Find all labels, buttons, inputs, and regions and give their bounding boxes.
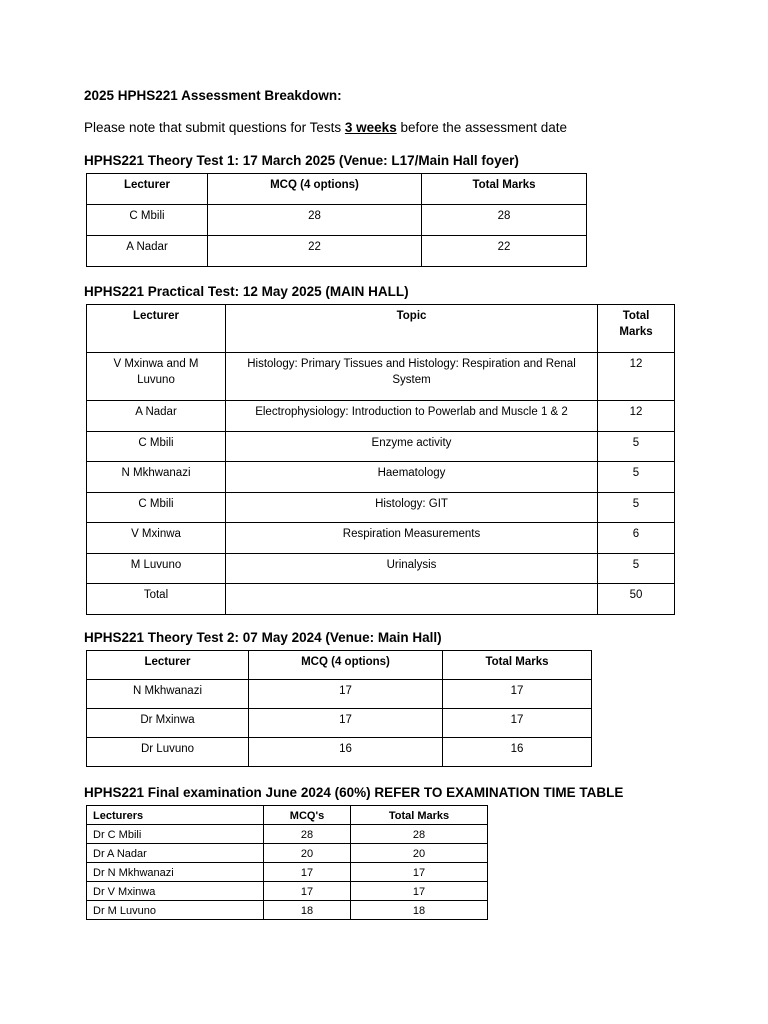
table-cell: 17 bbox=[264, 882, 351, 901]
table-cell: C Mbili bbox=[87, 493, 226, 523]
table-cell: 17 bbox=[351, 882, 488, 901]
table-row bbox=[87, 738, 592, 767]
column-header: Lecturer bbox=[87, 305, 226, 353]
table-cell: 28 bbox=[208, 205, 422, 236]
table-row bbox=[87, 882, 488, 901]
table-row bbox=[87, 844, 488, 863]
column-header: Lecturer bbox=[87, 174, 208, 205]
table-cell: Histology: Primary Tissues and Histology: Respiration and Renal System bbox=[226, 353, 598, 401]
table-cell: Respiration Measurements bbox=[226, 523, 598, 554]
table-cell: Haematology bbox=[226, 462, 598, 493]
table-cell: Dr C Mbili bbox=[87, 825, 264, 844]
table-cell bbox=[226, 584, 598, 615]
column-header: MCQ's bbox=[264, 806, 351, 825]
table-cell: N Mkhwanazi bbox=[87, 462, 226, 493]
table-cell: M Luvuno bbox=[87, 554, 226, 584]
table-cell: 6 bbox=[598, 523, 675, 554]
table-row bbox=[87, 236, 587, 267]
table-header-row bbox=[87, 174, 587, 205]
table-cell: A Nadar bbox=[87, 236, 208, 267]
table-row bbox=[87, 863, 488, 882]
table-cell: Total bbox=[87, 584, 226, 615]
table-cell: 12 bbox=[598, 353, 675, 401]
practical-heading: HPHS221 Practical Test: 12 May 2025 (MAIN HALL) bbox=[84, 284, 409, 299]
table-row bbox=[87, 523, 675, 554]
table-cell: 17 bbox=[249, 680, 443, 709]
column-header: Lecturer bbox=[87, 651, 249, 680]
table-header-row bbox=[87, 806, 488, 825]
table-cell: 17 bbox=[351, 863, 488, 882]
table-cell: Urinalysis bbox=[226, 554, 598, 584]
document-title: 2025 HPHS221 Assessment Breakdown: bbox=[84, 88, 342, 103]
table-cell: Histology: GIT bbox=[226, 493, 598, 523]
test2-table bbox=[86, 650, 592, 767]
table-cell: 28 bbox=[264, 825, 351, 844]
table-row bbox=[87, 205, 587, 236]
table-cell: 5 bbox=[598, 462, 675, 493]
column-header: Total Marks bbox=[422, 174, 587, 205]
table-header-row bbox=[87, 305, 675, 353]
table-cell: 28 bbox=[351, 825, 488, 844]
table-cell: Dr V Mxinwa bbox=[87, 882, 264, 901]
column-header: Total Marks bbox=[443, 651, 592, 680]
table-row bbox=[87, 353, 675, 401]
table-cell: 20 bbox=[351, 844, 488, 863]
test1-heading: HPHS221 Theory Test 1: 17 March 2025 (Venue: L17/Main Hall foyer) bbox=[84, 153, 519, 168]
table-cell: 20 bbox=[264, 844, 351, 863]
note-text-start: Please note that submit questions for Tests bbox=[84, 120, 345, 135]
table-cell: A Nadar bbox=[87, 401, 226, 432]
table-cell: 28 bbox=[422, 205, 587, 236]
table-cell: V Mxinwa bbox=[87, 523, 226, 554]
table-row bbox=[87, 554, 675, 584]
table-cell: Enzyme activity bbox=[226, 432, 598, 462]
table-total-row bbox=[87, 584, 675, 615]
practical-table bbox=[86, 304, 675, 615]
table-cell: Dr M Luvuno bbox=[87, 901, 264, 920]
table-cell: Dr A Nadar bbox=[87, 844, 264, 863]
table-cell: V Mxinwa and M Luvuno bbox=[87, 353, 226, 401]
note-text-end: before the assessment date bbox=[396, 120, 568, 135]
table-cell: 18 bbox=[351, 901, 488, 920]
column-header: Topic bbox=[226, 305, 598, 353]
final-table bbox=[86, 805, 488, 920]
table-cell: 16 bbox=[249, 738, 443, 767]
table-row bbox=[87, 680, 592, 709]
table-cell: 17 bbox=[249, 709, 443, 738]
table-row bbox=[87, 401, 675, 432]
submission-note bbox=[84, 120, 567, 135]
table-cell: 5 bbox=[598, 493, 675, 523]
table-cell: 12 bbox=[598, 401, 675, 432]
table-cell: 22 bbox=[208, 236, 422, 267]
table-cell: 16 bbox=[443, 738, 592, 767]
table-cell: Dr N Mkhwanazi bbox=[87, 863, 264, 882]
test1-table bbox=[86, 173, 587, 267]
table-cell: 50 bbox=[598, 584, 675, 615]
table-cell: 17 bbox=[443, 680, 592, 709]
table-cell: 17 bbox=[443, 709, 592, 738]
column-header: Total Marks bbox=[351, 806, 488, 825]
table-cell: 17 bbox=[264, 863, 351, 882]
column-header: Lecturers bbox=[87, 806, 264, 825]
table-row bbox=[87, 825, 488, 844]
table-cell: Dr Mxinwa bbox=[87, 709, 249, 738]
table-cell: C Mbili bbox=[87, 432, 226, 462]
column-header: Total Marks bbox=[598, 305, 675, 353]
table-row bbox=[87, 432, 675, 462]
final-heading: HPHS221 Final examination June 2024 (60%) REFER TO EXAMINATION TIME TABLE bbox=[84, 785, 624, 800]
note-emphasis: 3 weeks bbox=[344, 120, 397, 135]
table-cell: C Mbili bbox=[87, 205, 208, 236]
table-row bbox=[87, 493, 675, 523]
column-header: MCQ (4 options) bbox=[249, 651, 443, 680]
table-cell: 5 bbox=[598, 432, 675, 462]
table-row bbox=[87, 901, 488, 920]
table-header-row bbox=[87, 651, 592, 680]
table-cell: N Mkhwanazi bbox=[87, 680, 249, 709]
table-cell: 5 bbox=[598, 554, 675, 584]
table-cell: 22 bbox=[422, 236, 587, 267]
table-cell: 18 bbox=[264, 901, 351, 920]
column-header: MCQ (4 options) bbox=[208, 174, 422, 205]
table-cell: Electrophysiology: Introduction to Powerlab and Muscle 1 & 2 bbox=[226, 401, 598, 432]
test2-heading: HPHS221 Theory Test 2: 07 May 2024 (Venue: Main Hall) bbox=[84, 630, 442, 645]
table-row bbox=[87, 709, 592, 738]
table-cell: Dr Luvuno bbox=[87, 738, 249, 767]
table-row bbox=[87, 462, 675, 493]
